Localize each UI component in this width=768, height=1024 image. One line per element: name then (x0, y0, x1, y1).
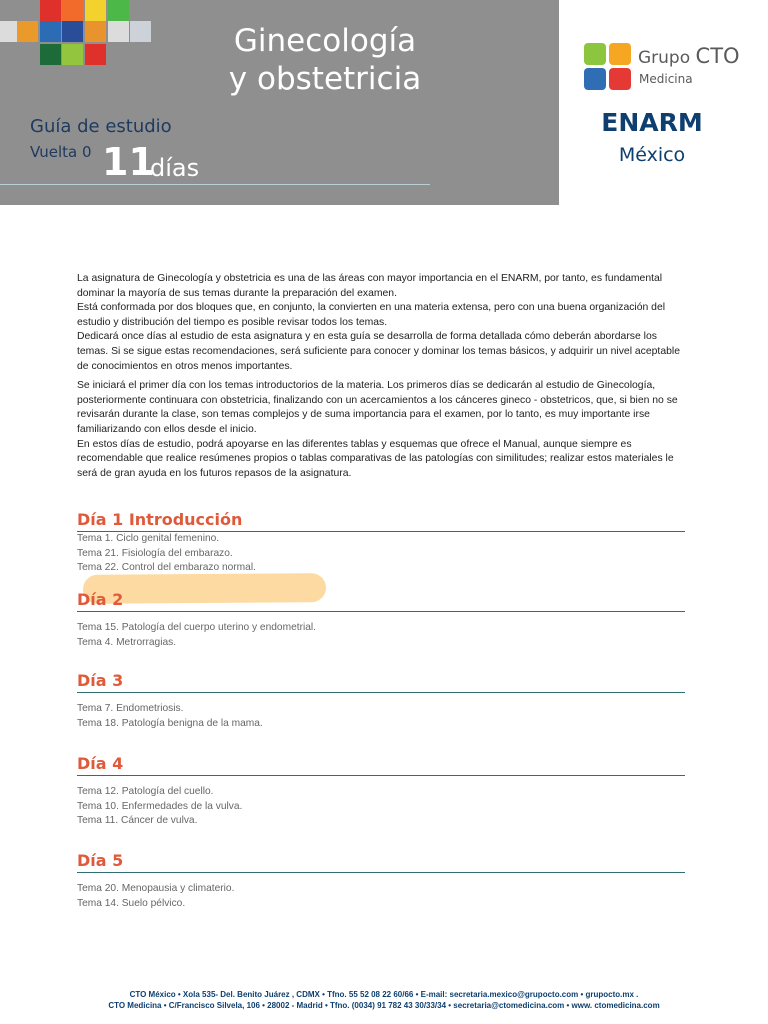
page-title (180, 22, 470, 98)
brand-group-word: Grupo (638, 48, 691, 68)
mosaic-tile (85, 21, 106, 42)
footer-line-madrid: CTO Medicina • C/Francisco Silvela, 106 • 28002 - Madrid • Tfno. (0034) 91 782 43 30/33/34 • secretaria@ctomedicina.com • www. ctomedicina.com (108, 1001, 660, 1010)
mosaic-tile (40, 44, 61, 65)
enarm-label: ENARM (601, 108, 703, 137)
logo-square (609, 68, 631, 90)
mosaic-tile (40, 21, 61, 42)
intro-paragraph: La asignatura de Ginecología y obstetricia es una de las áreas con mayor importancia en el ENARM, por tanto, es fundamental dominar la mayoría de sus temas durante la preparación del examen. (77, 273, 663, 299)
intro-paragraph: Está conformada por dos bloques que, en conjunto, la convierten en una materia extensa, pero con una buena organización del estudio y distribución del tiempo es posible revisar todos los temas. (77, 302, 666, 328)
vuelta-label: Vuelta 0 (30, 143, 92, 161)
brand-subline: Medicina (639, 72, 693, 86)
country-label: México (618, 144, 686, 166)
topic-item: Tema 7. Endometriosis. (77, 703, 184, 714)
intro-text (77, 272, 689, 481)
brand-name (638, 44, 740, 68)
logo-square (609, 43, 631, 65)
logo-square (584, 68, 606, 90)
topic-item: Tema 18. Patología benigna de la mama. (77, 717, 263, 729)
day-1-section (77, 510, 685, 576)
day-divider (77, 692, 685, 693)
day-divider (77, 775, 685, 776)
topic-item: Tema 21. Fisiología del embarazo. (77, 547, 233, 559)
day-heading: Día 3 (77, 671, 124, 690)
topic-item: Tema 10. Enfermedades de la vulva. (77, 800, 243, 812)
topic-item: Tema 12. Patología del cuello. (77, 786, 214, 797)
mosaic-tile (40, 0, 61, 21)
day-heading: Día 2 (77, 590, 124, 609)
days-count: 11 (102, 140, 155, 184)
day-3-section (77, 671, 685, 731)
mosaic-tile (0, 21, 17, 42)
page-footer (0, 989, 768, 1011)
mosaic-tile (108, 21, 129, 42)
mosaic-tile (85, 44, 106, 65)
mosaic-tile (62, 0, 83, 21)
title-line-1: Ginecología (233, 23, 417, 59)
title-line-2: y obstetricia (228, 61, 422, 97)
mosaic-tile (62, 21, 83, 42)
guide-title: Guía de estudio (30, 116, 172, 137)
mosaic-tile (85, 0, 106, 21)
day-heading: Día 5 (77, 851, 124, 870)
day-divider (77, 611, 685, 612)
topic-item: Tema 22. Control del embarazo normal. (77, 562, 256, 574)
day-heading: Día 4 (77, 754, 124, 773)
day-5-section (77, 851, 685, 911)
mosaic-tile (108, 0, 129, 21)
topic-item: Tema 15. Patología del cuerpo uterino y endometrial. (77, 622, 316, 633)
footer-line-mexico: CTO México • Xola 535- Del. Benito Juárez , CDMX • Tfno. 55 52 08 22 60/66 • E-mail: secretaria.mexico@grupocto.com • grupocto.mx . (129, 990, 639, 999)
topic-item: Tema 1. Ciclo genital femenino. (77, 533, 220, 544)
day-2-section (77, 590, 685, 650)
day-heading: Día 1 Introducción (77, 510, 243, 529)
logo-square (584, 43, 606, 65)
intro-paragraph: Dedicará once días al estudio de esta asignatura y en esta guía se desarrolla de forma detallada cómo deberán abordarse los temas. Si se sigue estas recomendaciones, será suficiente para conocer y dominar los temas básicos, y adquirir un nivel aceptable de conocimientos en otros menos importantes. (77, 331, 680, 372)
days-word: días (150, 154, 200, 182)
header-divider (0, 184, 430, 185)
day-4-section (77, 754, 685, 829)
intro-paragraph: En estos días de estudio, podrá apoyarse en las diferentes tablas y esquemas que ofrece el Manual, aunque siempre es recomendable que realice resúmenes propios o tablas comparativas de las patologías con similitudes; realizar estos materiales le será de gran ayuda en los futuros repasos de la asignatura. (77, 438, 674, 479)
intro-paragraph: Se iniciará el primer día con los temas introductorios de la materia. Los primeros días se dedicarán al estudio de Ginecología, posteriormente continuara con obstetricia, finalizando con un acercamientos a los cánceres gineco - obstetricos, que, si bien no se revisarán durante la clase, son temas complejos y de suma importancia para el examen, por lo tanto, es muy importante irse familiarizando con ellos desde el inicio. (77, 380, 678, 435)
cto-logo-icon (584, 43, 632, 91)
topic-item: Tema 4. Metrorragias. (77, 636, 177, 648)
mosaic-tile (62, 44, 83, 65)
topic-item: Tema 11. Cáncer de vulva. (77, 815, 198, 827)
topic-item: Tema 20. Menopausia y climaterio. (77, 883, 235, 894)
brand-cto: CTO (695, 44, 740, 68)
day-divider (77, 872, 685, 873)
mosaic-tile (17, 21, 38, 42)
topic-item: Tema 14. Suelo pélvico. (77, 897, 186, 909)
mosaic-tile (130, 21, 151, 42)
